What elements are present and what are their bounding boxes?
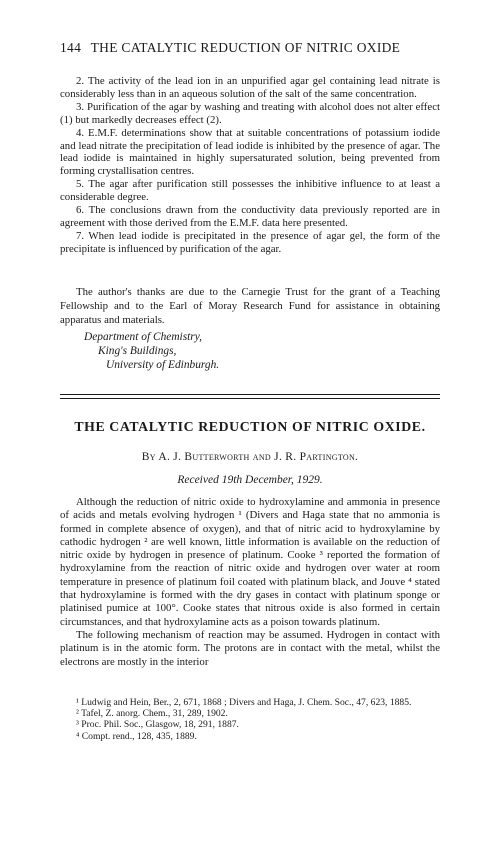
section-divider bbox=[60, 394, 440, 395]
body-paragraph: The following mechanism of reaction may be assumed. Hydrogen in contact with platinum is in the atomic form. The protons are in contact with the metal, whilst the electrons are mostly in the interior bbox=[60, 628, 440, 668]
address-line: King's Buildings, bbox=[98, 345, 177, 357]
footnote: ⁴ Compt. rend., 128, 435, 1889. bbox=[76, 730, 197, 742]
address-line: University of Edinburgh. bbox=[106, 359, 220, 371]
conclusion-item: 6. The conclusions drawn from the conductivity data previously reported are in agreement with those derived from the E.M.F. data here presented. bbox=[60, 204, 440, 229]
footnote: ² Tafel, Z. anorg. Chem., 31, 289, 1902. bbox=[76, 708, 228, 720]
conclusion-item: 4. E.M.F. determinations show that at suitable concentrations of potassium iodide and lead nitrate the precipitation of lead iodide is inhibited by the presence of agar. The lead iodide is maintained in highly supersaturated solution, being prevented from forming crystallisation centres. bbox=[60, 126, 440, 178]
footnotes bbox=[60, 697, 440, 742]
acknowledgement: The author's thanks are due to the Carnegie Trust for the grant of a Teaching Fellowship and to the Earl of Moray Research Fund for assistance in obtaining apparatus and materials. bbox=[60, 286, 440, 326]
article-title: THE CATALYTIC REDUCTION OF NITRIC OXIDE. bbox=[74, 419, 426, 434]
running-title: THE CATALYTIC REDUCTION OF NITRIC OXIDE bbox=[90, 40, 401, 55]
address-line: Department of Chemistry, bbox=[84, 331, 203, 343]
footnote: ¹ Ludwig and Hein, Ber., 2, 671, 1868 ; Divers and Haga, J. Chem. Soc., 47, 623, 1885. bbox=[76, 697, 412, 708]
conclusion-item: 3. Purification of the agar by washing and treating with alcohol does not alter effect (1) but markedly decreases effect (2). bbox=[60, 100, 440, 126]
conclusion-item: 5. The agar after purification still possesses the inhibitive influence to at least a considerable degree. bbox=[60, 178, 440, 204]
received-date: Received 19th December, 1929. bbox=[177, 474, 323, 486]
article-authors: By A. J. Butterworth and J. R. Partington. bbox=[141, 451, 359, 463]
conclusion-item: 7. When lead iodide is precipitated in the presence of agar gel, the form of the precipitate is influenced by purification of the agar. bbox=[60, 229, 440, 255]
article-body bbox=[60, 496, 440, 669]
page-number: 144 bbox=[60, 40, 82, 55]
running-header bbox=[60, 40, 440, 56]
conclusions-list bbox=[60, 75, 440, 256]
body-paragraph: Although the reduction of nitric oxide to hydroxylamine and ammonia in presence of acids and metals evolving hydrogen ¹ (Divers and Haga state that no ammonia is formed in complete absence of oxygen), and that of nitric acid to hydroxylamine by cathodic hydrogen ² are well known, little information is available on the reduction of nitric oxide by hydrogen in presence of platinum. Cooke ³ reported the formation of hydroxylamine from the reaction of nitric oxide and hydrogen over water at room temperature in presence of platinum foil coated with platinum black, and Jouve ⁴ stated that hydroxylamine is formed with the dry gases in contact with platinum sponge or platinised pumice at 100°. Cooke states that nitrous oxide is also formed in certain circumstances, and that hydroxylamine acts as a poison towards platinum. bbox=[60, 496, 440, 628]
author-address bbox=[84, 330, 219, 372]
section-divider bbox=[60, 398, 440, 399]
footnote: ³ Proc. Phil. Soc., Glasgow, 18, 291, 1887. bbox=[76, 719, 239, 731]
conclusion-item: 2. The activity of the lead ion in an unpurified agar gel containing lead nitrate is considerably less than in an aqueous solution of the salt of the same concentration. bbox=[60, 75, 440, 100]
